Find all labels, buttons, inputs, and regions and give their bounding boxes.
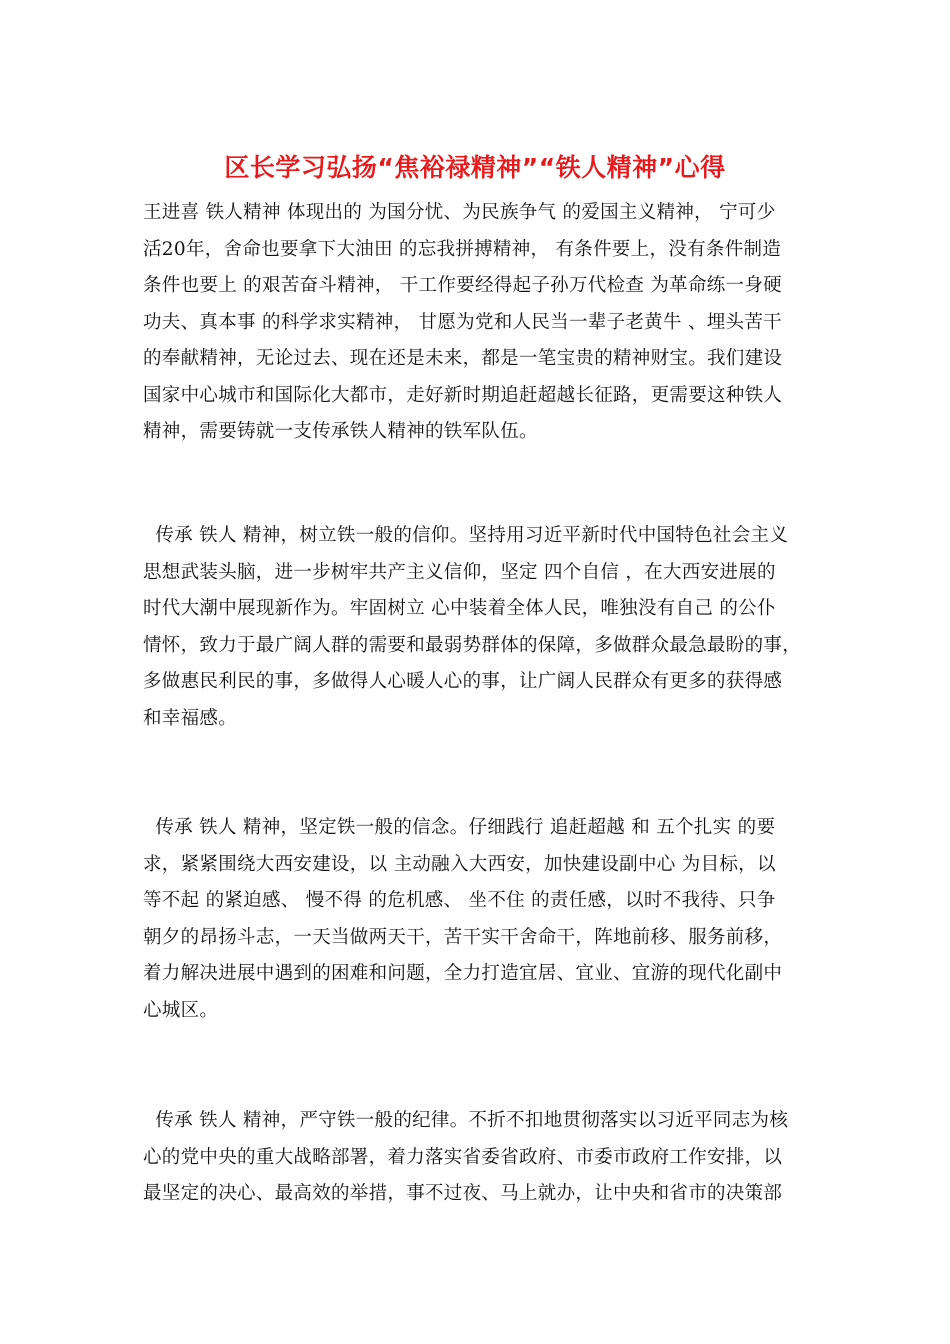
paragraph-line: 等不起 的紧迫感、 慢不得 的危机感、 坐不住 的责任感，以时不我待、只争 xyxy=(143,890,776,911)
paragraph-line: 国家中心城市和国际化大都市，走好新时期追赶超越长征路，更需要这种铁人 xyxy=(143,384,783,406)
paragraph-line: 情怀，致力于最广阔人群的需要和最弱势群体的保障，多做群众最急最盼的事， xyxy=(143,634,802,656)
paragraph-line: 的奉献精神，无论过去、现在还是未来，都是一笔宝贵的精神财宝。我们建设 xyxy=(143,348,783,369)
paragraph-line: 和幸福感。 xyxy=(143,707,238,729)
document-title: 区长学习弘扬“焦裕禄精神”“铁人精神”心得 xyxy=(224,153,726,182)
paragraph-line: 心的党中央的重大战略部署，着力落实省委省政府、市委市政府工作安排，以 xyxy=(143,1146,783,1168)
paragraph-line: 求，紧紧围绕大西安建设，以 主动融入大西安，加快建设副中心 为目标，以 xyxy=(143,853,776,875)
paragraph-line: 心城区。 xyxy=(143,999,219,1021)
paragraph-line: 思想武装头脑，进一步树牢共产主义信仰，坚定 四个自信 ，在大西安进展的 xyxy=(143,561,776,583)
paragraph-line: 最坚定的决心、最高效的举措，事不过夜、马上就办，让中央和省市的决策部 xyxy=(143,1183,783,1204)
paragraph-line: 条件也要上 的艰苦奋斗精神， 干工作要经得起子孙万代检查 为革命练一身硬 xyxy=(143,275,782,296)
paragraph-line: 功夫、真本事 的科学求实精神， 甘愿为党和人民当一辈子老黄牛 、埋头苦干 xyxy=(143,311,782,333)
paragraph-line: 王进喜 铁人精神 体现出的 为国分忧、为民族争气 的爱国主义精神， 宁可少 xyxy=(143,202,776,223)
paragraph-line: 传承 铁人 精神，严守铁一般的纪律。不折不扣地贯彻落实以习近平同志为核 xyxy=(143,1110,789,1131)
paragraph-line: 朝夕的昂扬斗志，一天当做两天干，苦干实干舍命干，阵地前移、服务前移， xyxy=(143,926,783,948)
paragraph-line: 多做惠民利民的事，多做得人心暖人心的事，让广阔人民群众有更多的获得感 xyxy=(143,671,783,692)
paragraph-line: 时代大潮中展现新作为。牢固树立 心中装着全体人民，唯独没有自己 的公仆 xyxy=(143,598,776,619)
paragraph-discipline xyxy=(143,1103,823,1213)
paragraph-line: 着力解决进展中遇到的困难和问题，全力打造宜居、宜业、宜游的现代化副中 xyxy=(143,963,783,984)
paragraph-conviction xyxy=(143,810,823,1029)
paragraph-iron-man-spirit xyxy=(143,195,823,451)
paragraph-line: 活20年，舍命也要拿下大油田 的忘我拼搏精神， 有条件要上，没有条件制造 xyxy=(143,238,782,260)
paragraph-faith xyxy=(143,518,823,737)
paragraph-line: 精神，需要铸就一支传承铁人精神的铁军队伍。 xyxy=(143,421,538,442)
paragraph-line: 传承 铁人 精神，树立铁一般的信仰。坚持用习近平新时代中国特色社会主义 xyxy=(143,525,789,546)
paragraph-line: 传承 铁人 精神，坚定铁一般的信念。仔细践行 追赶超越 和 五个扎实 的要 xyxy=(143,817,776,838)
